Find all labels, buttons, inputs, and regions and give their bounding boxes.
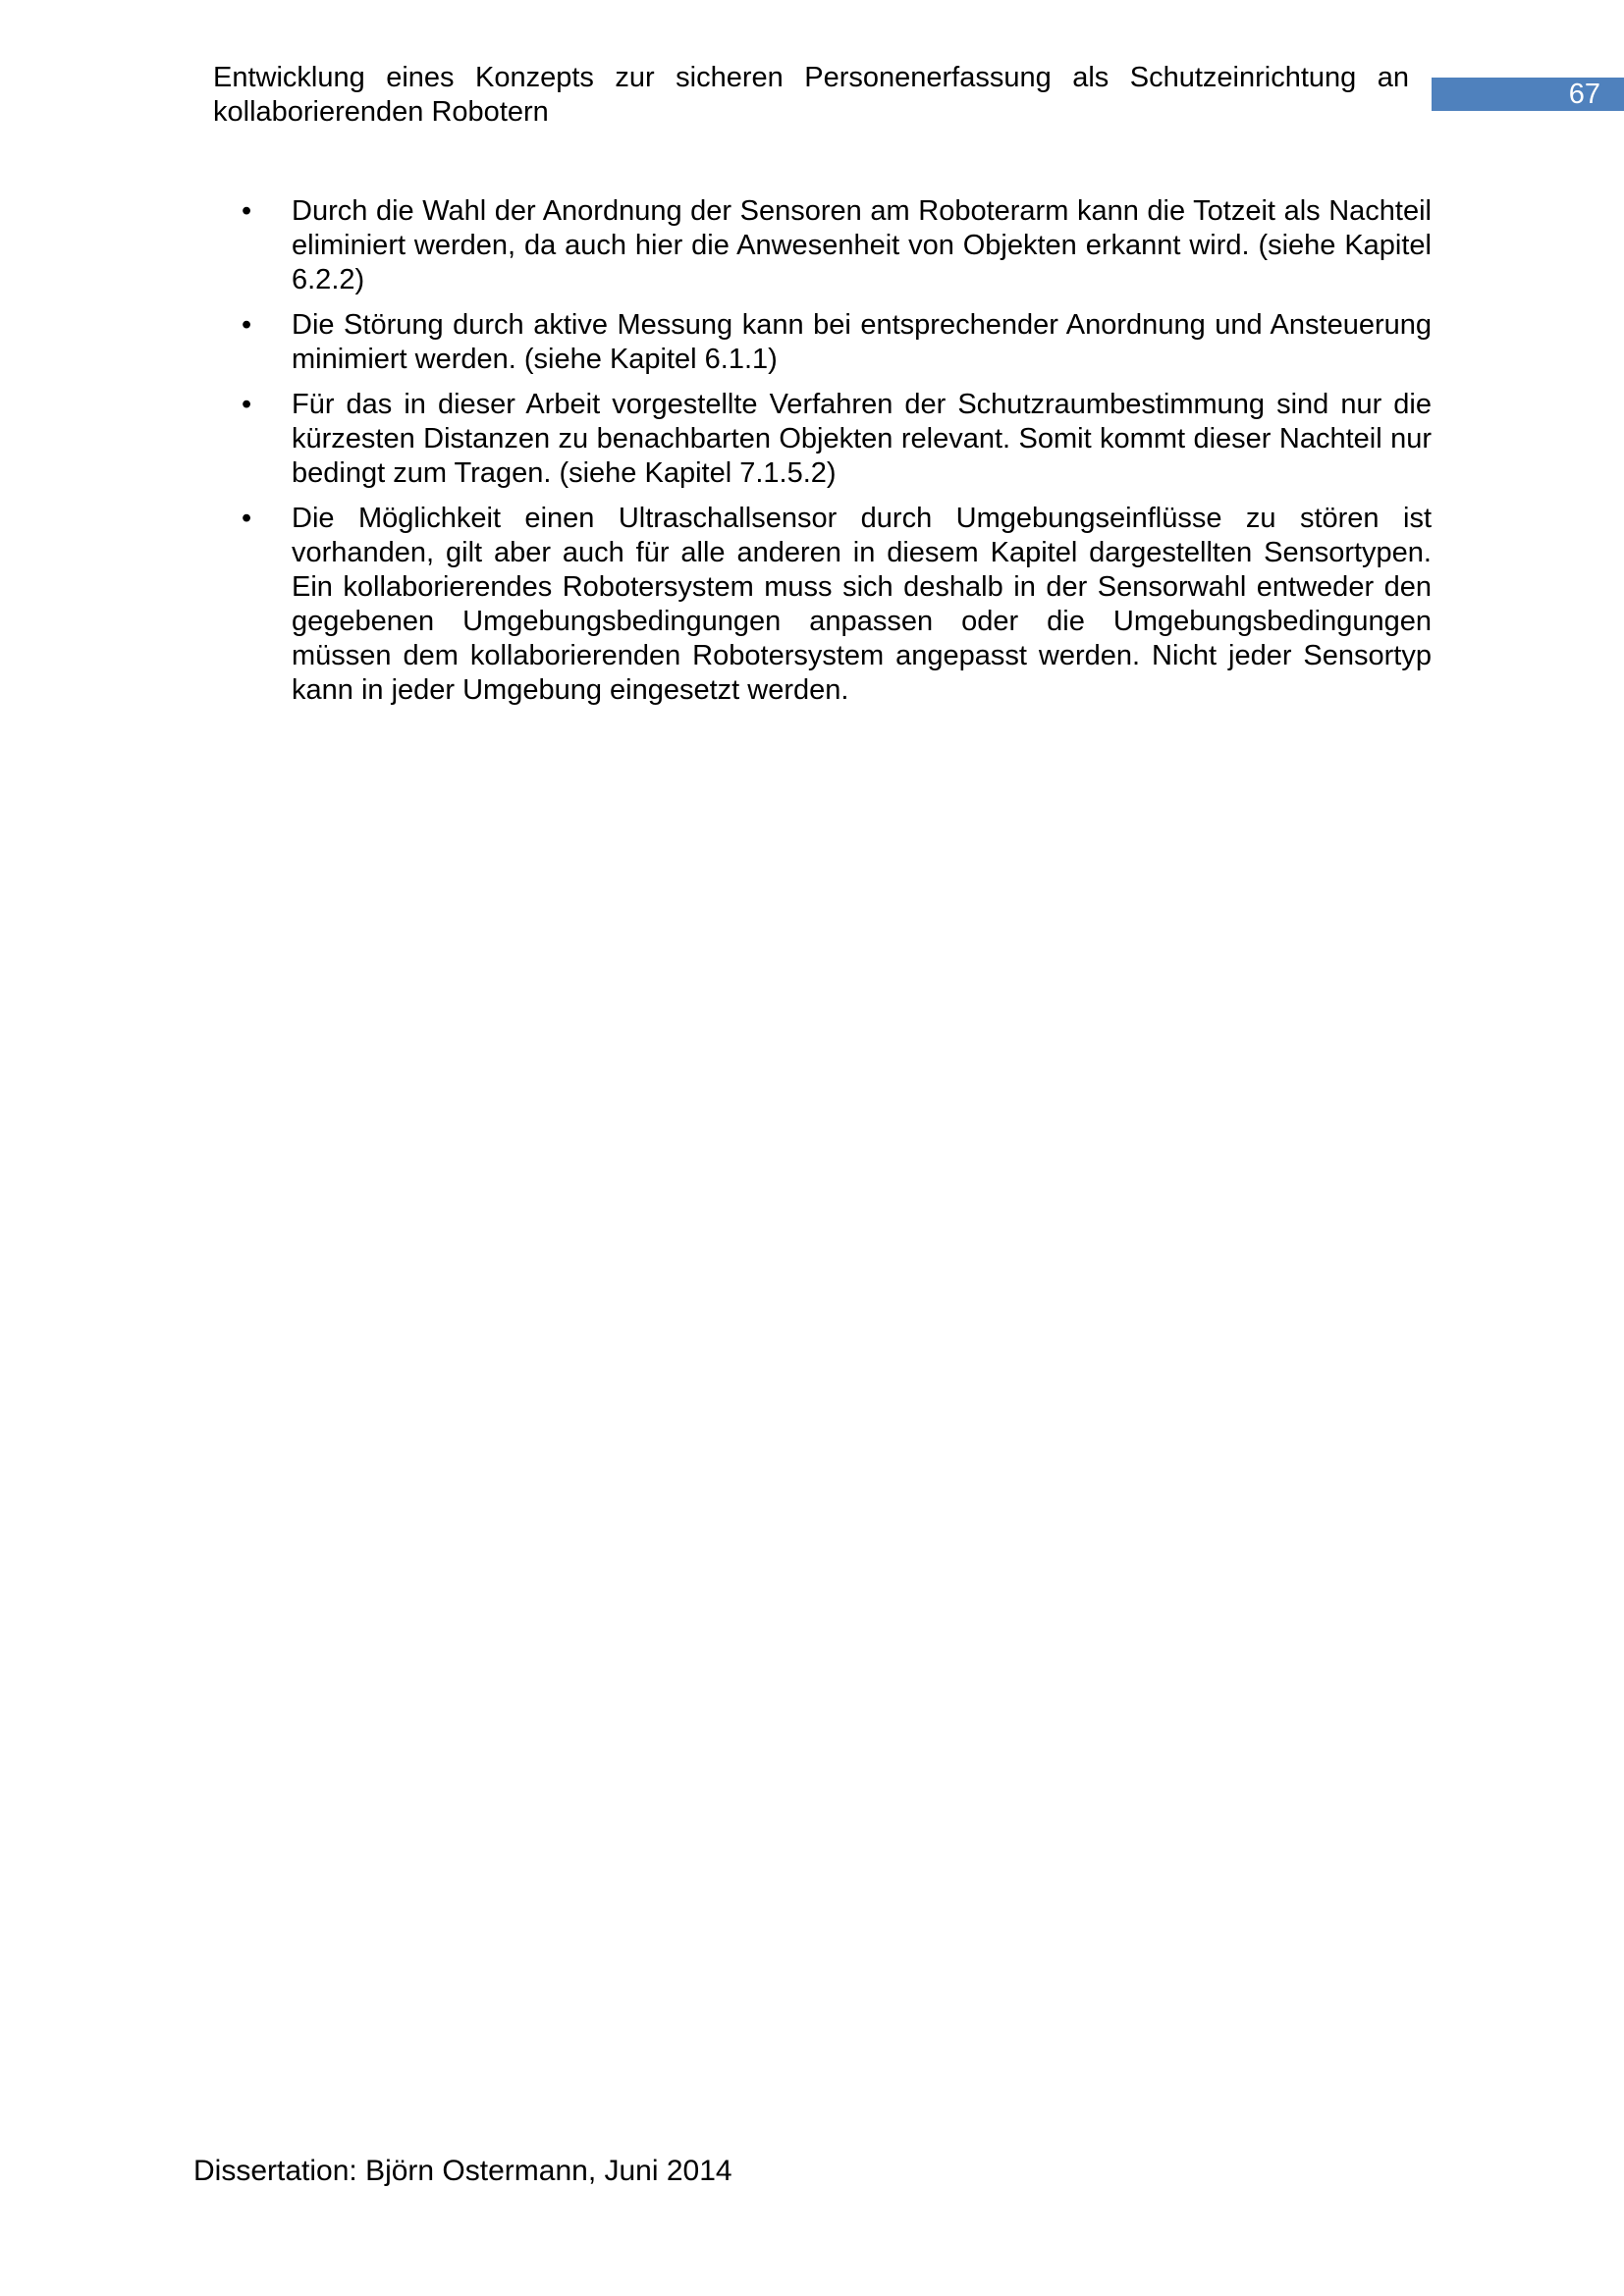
list-item [242,388,1432,491]
list-item-text: Für das in dieser Arbeit vorgestellte Verfahren der Schutzraumbestimmung sind nur die kürzesten Distanzen zu benachbarten Objekten relevant. Somit kommt dieser Nachteil nur bedingt zum Tragen. (siehe Kapitel 7.1.5.2) [292,389,1432,489]
list-item [242,194,1432,297]
bullet-list [242,194,1432,719]
list-item-text: Durch die Wahl der Anordnung der Sensoren am Roboterarm kann die Totzeit als Nachteil eliminiert werden, da auch hier die Anwesenheit von Objekten erkannt wird. (siehe Kapitel 6.2.2) [292,195,1432,295]
page-header-title: Entwicklung eines Konzepts zur sicheren Personenerfassung als Schutzeinrichtung an kollaborierenden Robotern [213,62,1409,128]
list-item [242,502,1432,708]
list-item-text: Die Störung durch aktive Messung kann bei entsprechender Anordnung und Ansteuerung minimiert werden. (siehe Kapitel 6.1.1) [292,309,1432,375]
list-item-text: Die Möglichkeit einen Ultraschallsensor durch Umgebungseinflüsse zu stören ist vorhanden, gilt aber auch für alle anderen in diesem Kapitel dargestellten Sensortypen. Ein kollaborierendes Robotersystem muss sich deshalb in der Sensorwahl entweder den gegebenen Umgebungsbedingungen anpassen oder die Umgebungsbedingungen müssen dem kollaborierenden Robotersystem angepasst werden. Nicht jeder Sensortyp kann in jeder Umgebung eingesetzt werden. [292,503,1432,706]
bullet-icon: • [242,309,252,341]
bullet-icon: • [242,389,252,420]
bullet-icon: • [242,503,252,534]
bullet-icon: • [242,195,252,227]
list-item [242,308,1432,377]
page-number-badge [1432,78,1624,111]
page-number: 67 [1568,79,1600,110]
page-footer: Dissertation: Björn Ostermann, Juni 2014 [193,2155,732,2187]
